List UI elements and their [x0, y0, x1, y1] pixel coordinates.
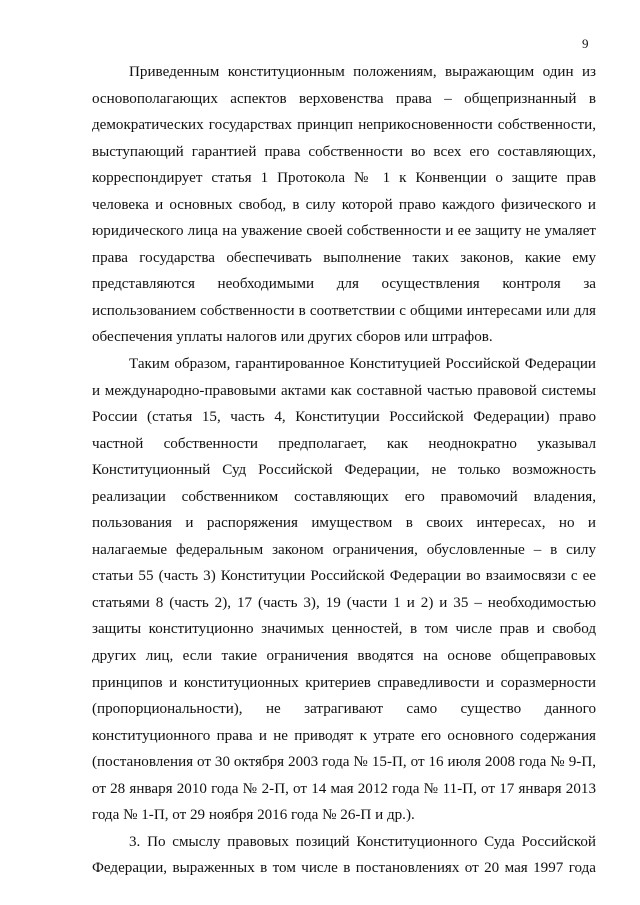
text-line: от 28 января 2010 года № 2-П, от 14 мая 2012 года № 11-П, от 17 января 2013	[92, 780, 596, 797]
text-line: юридического лица на уважение своей собственности и ее защиту не умаляет	[92, 223, 596, 240]
text-line: Федерации, выраженных в том числе в постановлениях от 20 мая 1997 года	[92, 860, 596, 877]
text-line: года № 1-П, от 29 ноября 2016 года № 26-П и др.).	[92, 807, 415, 824]
text-line: налагаемые федеральным законом ограничения, обусловленные – в силу	[92, 541, 596, 558]
text-line: других лиц, если такие ограничения вводятся на основе общеправовых	[92, 648, 596, 665]
text-line: принципов и конституционных критериев справедливости и соразмерности	[92, 674, 596, 691]
text-line: реализации собственником составляющих его правомочий владения,	[92, 488, 596, 505]
text-line: обеспечения уплаты налогов или других сборов или штрафов.	[92, 329, 493, 346]
text-line: основополагающих аспектов верховенства права – общепризнанный в	[92, 90, 596, 107]
page-number: 9	[582, 36, 589, 51]
text-line: и международно-правовыми актами как составной частью правовой системы	[92, 382, 596, 399]
text-line: пользования и распоряжения имуществом в своих интересах, но и	[92, 515, 596, 532]
document-body	[92, 59, 596, 882]
text-line: (пропорциональности), не затрагивают само существо данного	[92, 701, 596, 718]
text-line: выступающий гарантией права собственности во всех его составляющих,	[92, 143, 596, 160]
text-line: России (статья 15, часть 4, Конституции Российской Федерации) право	[92, 409, 596, 426]
paragraph-3	[92, 829, 596, 882]
text-line: Таким образом, гарантированное Конституцией Российской Федерации	[129, 356, 596, 373]
text-line: 3. По смыслу правовых позиций Конституционного Суда Российской	[129, 833, 596, 850]
paragraph-2	[92, 351, 596, 829]
text-line: права государства обеспечивать выполнение таких законов, какие ему	[92, 249, 596, 266]
text-line: демократических государствах принцип неприкосновенности собственности,	[92, 117, 596, 134]
text-line: представляются необходимыми для осуществления контроля за	[92, 276, 596, 293]
text-line: конституционного права и не приводят к утрате его основного содержания	[92, 727, 596, 744]
text-line: статьи 55 (часть 3) Конституции Российской Федерации во взаимосвязи с ее	[92, 568, 596, 585]
text-line: (постановления от 30 октября 2003 года № 15-П, от 16 июля 2008 года № 9-П,	[92, 754, 596, 771]
text-line: корреспондирует статья 1 Протокола № 1 к Конвенции о защите прав	[92, 170, 596, 187]
text-line: использованием собственности в соответствии с общими интересами или для	[92, 302, 596, 319]
text-line: Приведенным конституционным положениям, выражающим один из	[129, 64, 596, 80]
text-line: частной собственности предполагает, как неоднократно указывал	[92, 435, 596, 452]
paragraph-1	[92, 59, 596, 351]
text-line: Конституционный Суд Российской Федерации, не только возможность	[92, 462, 596, 479]
text-line: человека и основных свобод, в силу которой право каждого физического и	[92, 196, 596, 213]
text-line: защиты конституционно значимых ценностей, в том числе прав и свобод	[92, 621, 596, 638]
text-line: статьями 8 (часть 2), 17 (часть 3), 19 (части 1 и 2) и 35 – необходимостью	[92, 594, 596, 611]
